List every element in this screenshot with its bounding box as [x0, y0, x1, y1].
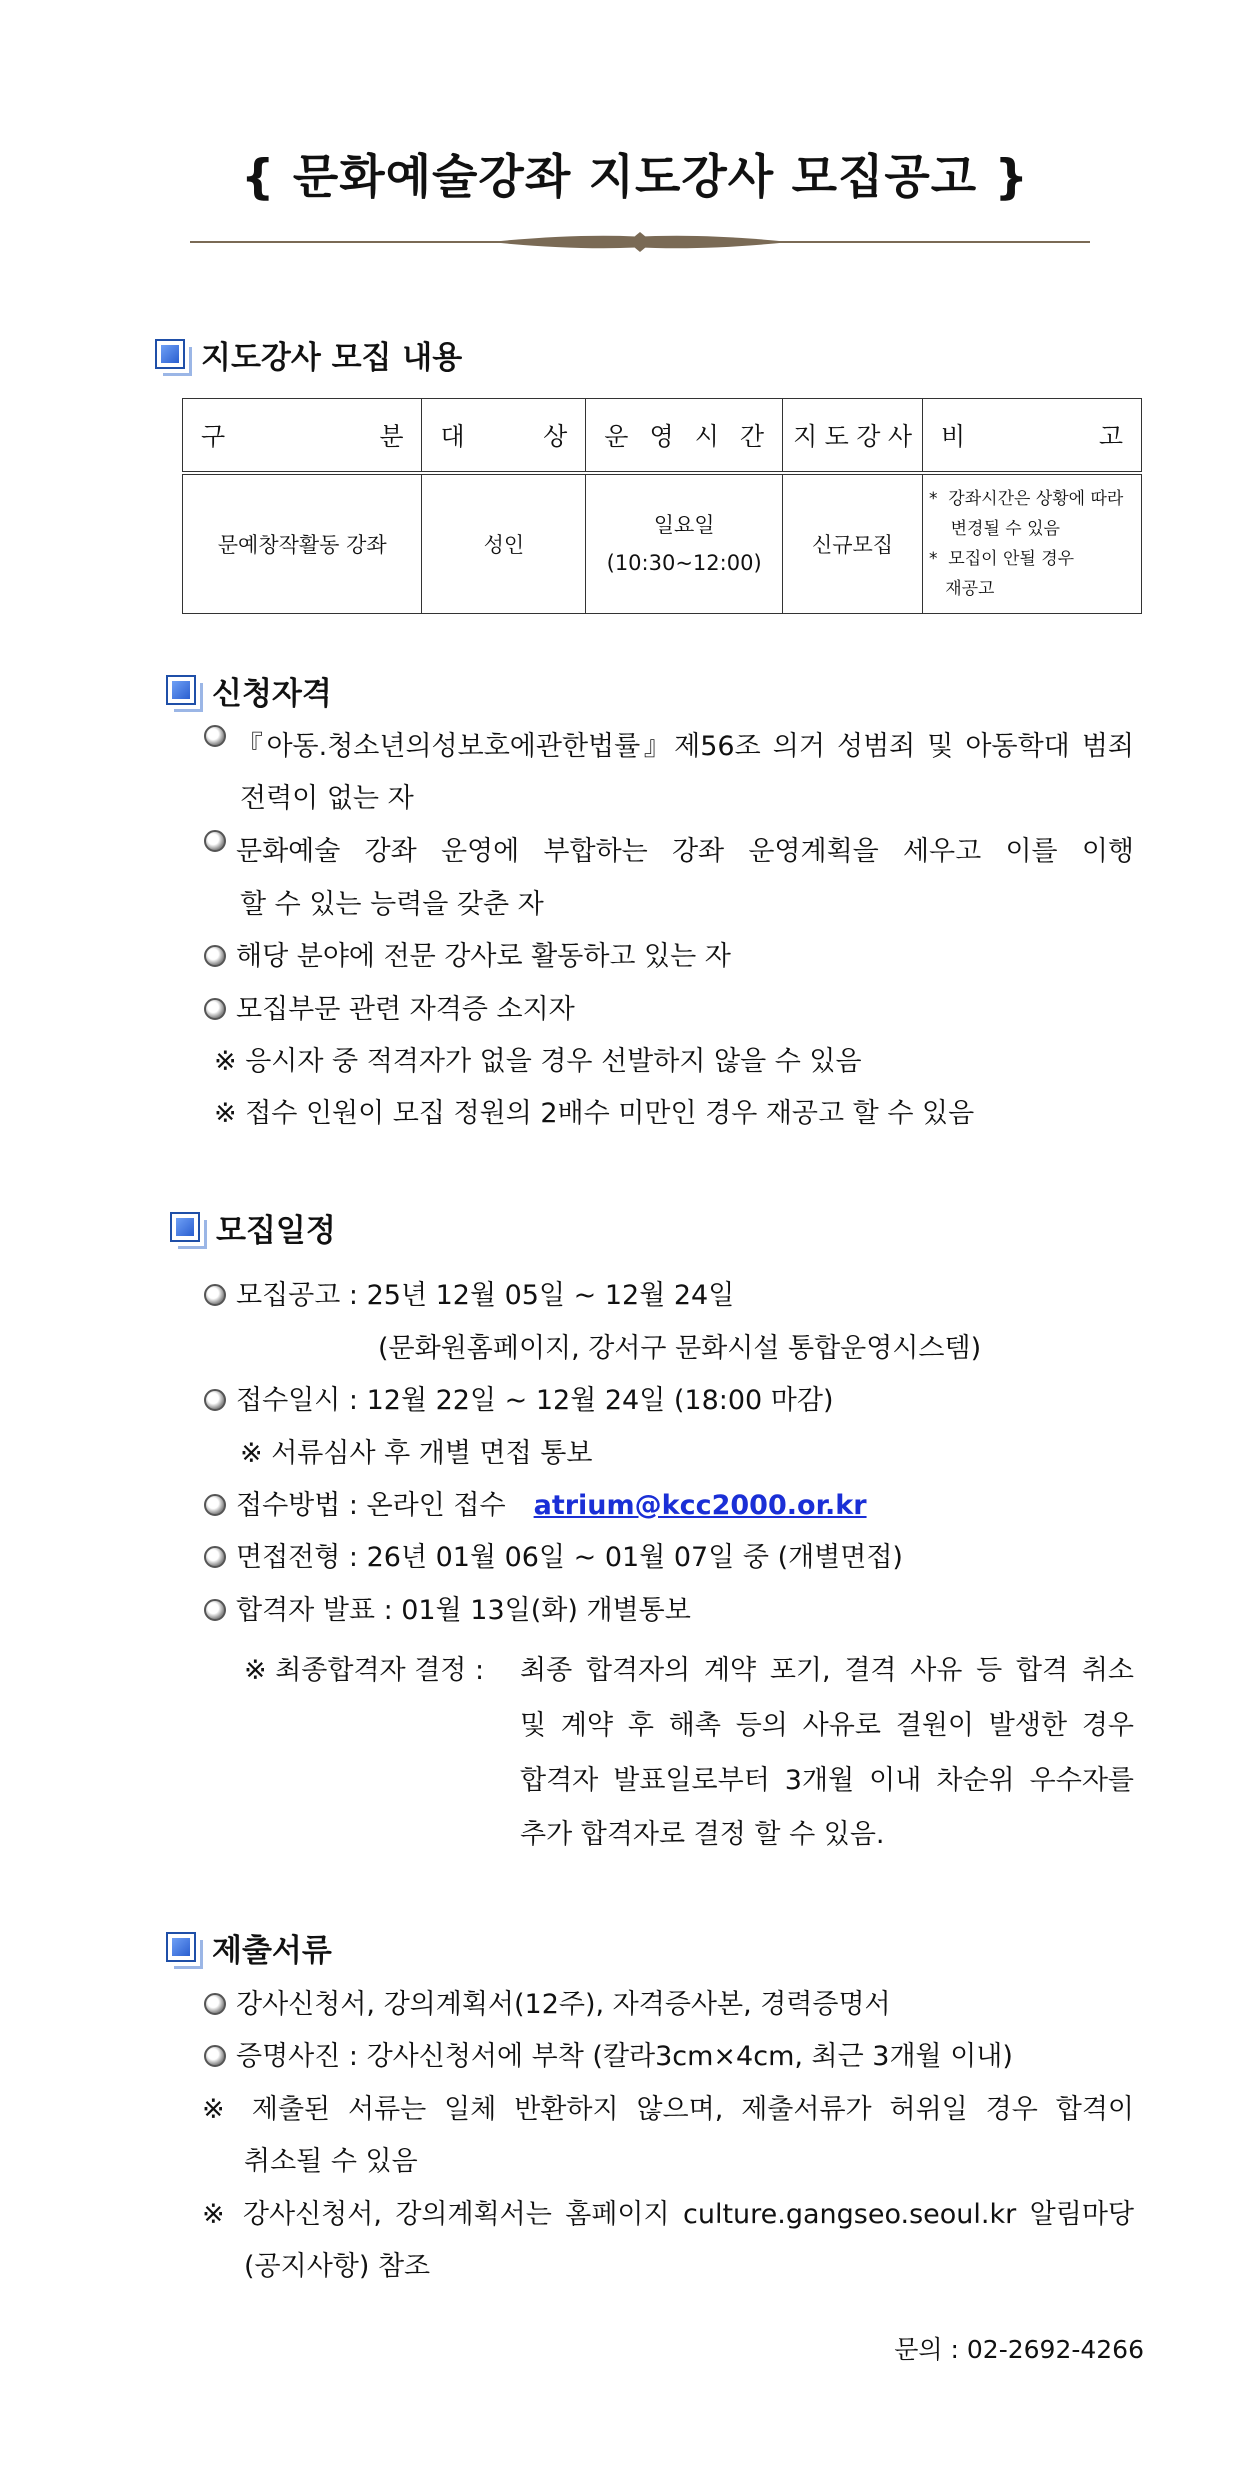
documents-item-2: 증명사진 : 강사신청서에 부착 (칼라3cm×4cm, 최근 3개월 이내): [204, 2037, 1013, 2077]
final-pass-line-1: 최종 합격자의 계약 포기, 결격 사유 등 합격 취소: [520, 1655, 1134, 1686]
table-header-category: 구 분: [183, 399, 422, 474]
square-bullet-icon: [166, 675, 196, 705]
final-pass-label: ※ 최종합격자 결정 :: [244, 1655, 485, 1686]
circle-bullet-icon: [204, 1389, 226, 1411]
table-header-time: 운 영 시 간: [586, 399, 783, 474]
documents-note-2-cont: (공지사항) 참조: [244, 2251, 431, 2282]
qualification-item-4: 모집부문 관련 자격증 소지자: [204, 990, 575, 1030]
cell-notes: * 강좌시간은 상황에 따라 변경될 수 있음 * 모집이 안될 경우 재공고: [923, 473, 1142, 614]
section-qualification-header: [166, 668, 332, 712]
section-schedule-header: [170, 1205, 336, 1249]
table-header-row: [183, 399, 1142, 474]
square-bullet-icon: [155, 339, 185, 369]
qualification-item-3: 해당 분야에 전문 강사로 활동하고 있는 자: [204, 937, 731, 977]
documents-item-1: 강사신청서, 강의계획서(12주), 자격증사본, 경력증명서: [204, 1985, 891, 2025]
final-pass-line-4: 추가 합격자로 결정 할 수 있음.: [520, 1819, 885, 1850]
table-header-notes: 비 고: [923, 399, 1142, 474]
table-row: [183, 473, 1142, 614]
schedule-notice-sub: (문화원홈페이지, 강서구 문화시설 통합운영시스템): [378, 1333, 982, 1364]
qualification-note-1: ※ 응시자 중 적격자가 없을 경우 선발하지 않을 수 있음: [214, 1046, 862, 1077]
table-header-instructor: 지 도 강 사: [783, 399, 923, 474]
circle-bullet-icon: [204, 830, 226, 852]
qualification-item-2: 문화예술 강좌 운영에 부합하는 강좌 운영계획을 세우고 이를 이행: [204, 832, 1134, 872]
documents-note-1-cont: 취소될 수 있음: [244, 2146, 418, 2177]
circle-bullet-icon: [204, 1494, 226, 1516]
cell-target: 성인: [422, 473, 586, 614]
page-title: { 문화예술강좌 지도강사 모집공고 }: [241, 150, 1029, 205]
circle-bullet-icon: [204, 998, 226, 1020]
qualification-note-2: ※ 접수 인원이 모집 정원의 2배수 미만인 경우 재공고 할 수 있음: [214, 1098, 975, 1129]
section-title: 제출서류: [212, 1932, 332, 1969]
documents-note-1: ※ 제출된 서류는 일체 반환하지 않으며, 제출서류가 허위일 경우 합격이: [202, 2094, 1134, 2125]
cell-instructor: 신규모집: [783, 473, 923, 614]
schedule-method: 접수방법 : 온라인 접수 atrium@kcc2000.or.kr: [204, 1486, 867, 1526]
circle-bullet-icon: [204, 945, 226, 967]
section-title: 신청자격: [212, 675, 332, 712]
qualification-item-1-cont: 전력이 없는 자: [240, 783, 414, 814]
schedule-receipt-note: ※ 서류심사 후 개별 면접 통보: [240, 1438, 593, 1469]
square-bullet-icon: [166, 1932, 196, 1962]
circle-bullet-icon: [204, 725, 226, 747]
circle-bullet-icon: [204, 1993, 226, 2015]
schedule-notice: 모집공고 : 25년 12월 05일 ~ 12월 24일: [204, 1276, 734, 1316]
qualification-item-1: 『아동.청소년의성보호에관한법률』제56조 의거 성범죄 및 아동학대 범죄: [204, 727, 1134, 767]
section-documents-header: [166, 1925, 332, 1969]
schedule-announce: 합격자 발표 : 01월 13일(화) 개별통보: [204, 1591, 691, 1631]
cell-time: 일요일 (10:30~12:00): [586, 473, 783, 614]
qualification-item-2-cont: 할 수 있는 능력을 갖춘 자: [240, 889, 544, 920]
schedule-interview: 면접전형 : 26년 01월 06일 ~ 01월 07일 중 (개별면접): [204, 1538, 903, 1578]
section-title: 모집일정: [216, 1212, 336, 1249]
contact-info: 문의 : 02-2692-4266: [894, 2335, 1144, 2364]
recruit-table: [182, 398, 1142, 614]
section-title: 지도강사 모집 내용: [201, 339, 463, 376]
final-pass-line-2: 및 계약 후 해촉 등의 사유로 결원이 발생한 경우: [520, 1710, 1134, 1741]
circle-bullet-icon: [204, 1546, 226, 1568]
cell-category: 문예창작활동 강좌: [183, 473, 422, 614]
circle-bullet-icon: [204, 1284, 226, 1306]
email-link[interactable]: atrium@kcc2000.or.kr: [533, 1490, 867, 1521]
final-pass-line-3: 합격자 발표일로부터 3개월 이내 차순위 우수자를: [520, 1765, 1134, 1796]
table-header-target: 대 상: [422, 399, 586, 474]
documents-note-2: ※ 강사신청서, 강의계획서는 홈페이지 culture.gangseo.seoul.kr 알림마당: [202, 2199, 1134, 2230]
schedule-receipt: 접수일시 : 12월 22일 ~ 12월 24일 (18:00 마감): [204, 1381, 834, 1421]
square-bullet-icon: [170, 1212, 200, 1242]
section-recruit-header: [155, 332, 462, 376]
circle-bullet-icon: [204, 2045, 226, 2067]
ornament-divider: [190, 228, 1090, 256]
circle-bullet-icon: [204, 1599, 226, 1621]
